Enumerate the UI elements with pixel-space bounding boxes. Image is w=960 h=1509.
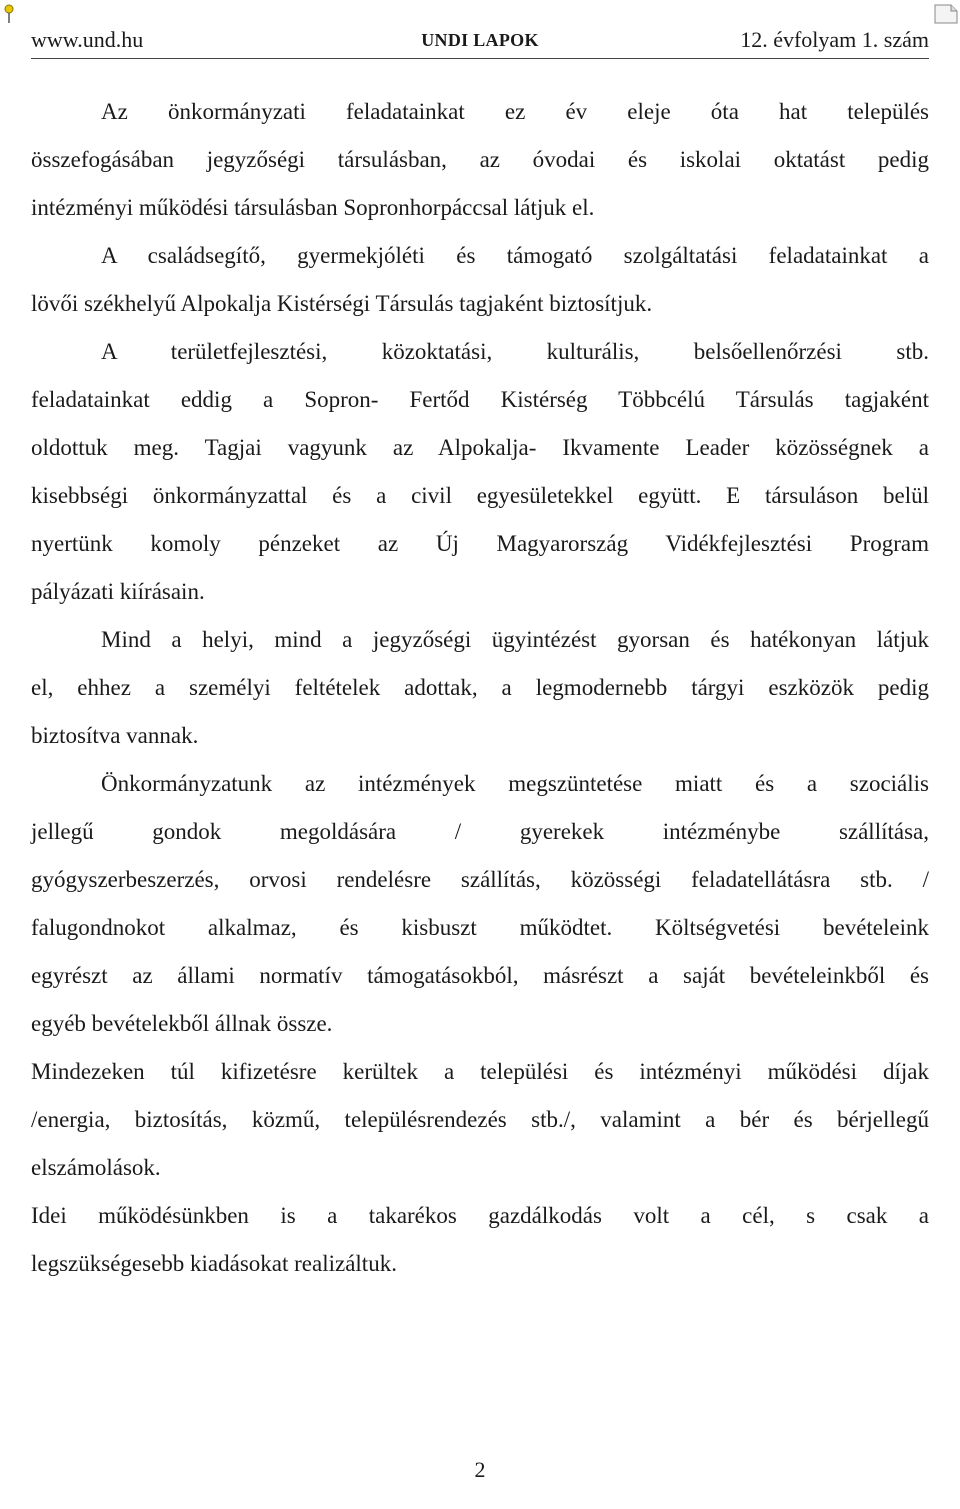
- text-line: lövői székhelyű Alpokalja Kistérségi Társulás tagjaként biztosítjuk.: [31, 291, 653, 316]
- article-body: [31, 88, 929, 1288]
- text-line: Mind a helyi, mind a jegyzőségi ügyintézést gyorsan és hatékonyan látjuk: [101, 627, 929, 652]
- pin-icon: [2, 4, 16, 24]
- text-line: egyrészt az állami normatív támogatásokból, másrészt a saját bevételeinkből és: [31, 963, 929, 988]
- text-line: /energia, biztosítás, közmű, településrendezés stb./, valamint a bér és bérjellegű: [31, 1107, 929, 1132]
- text-line: összefogásában jegyzőségi társulásban, az óvodai és iskolai oktatást pedig: [31, 147, 929, 172]
- text-line: nyertünk komoly pénzeket az Új Magyarország Vidékfejlesztési Program: [31, 531, 929, 556]
- text-line: Önkormányzatunk az intézmények megszüntetése miatt és a szociális: [101, 771, 929, 796]
- text-line: intézményi működési társulásban Sopronhorpáccsal látjuk el.: [31, 195, 595, 220]
- page-header: [31, 22, 929, 59]
- header-site: www.und.hu: [31, 27, 144, 52]
- text-line: jellegű gondok megoldására / gyerekek intézménybe szállítása,: [31, 819, 929, 844]
- text-line: Az önkormányzati feladatainkat ez év eleje óta hat település: [101, 99, 929, 124]
- text-line: oldottuk meg. Tagjai vagyunk az Alpokalja- Ikvamente Leader közösségnek a: [31, 435, 929, 460]
- text-line: falugondnokot alkalmaz, és kisbuszt működtet. Költségvetési bevételeink: [31, 915, 929, 940]
- text-line: gyógyszerbeszerzés, orvosi rendelésre szállítás, közösségi feladatellátásra stb. /: [31, 867, 929, 892]
- text-line: elszámolások.: [31, 1155, 161, 1180]
- page-fold-icon: [934, 4, 958, 24]
- page-number: 2: [474, 1457, 486, 1482]
- text-line: A családsegítő, gyermekjóléti és támogató szolgáltatási feladatainkat a: [101, 243, 929, 268]
- text-line: kisebbségi önkormányzattal és a civil egyesületekkel együtt. E társuláson belül: [31, 483, 929, 508]
- text-line: biztosítva vannak.: [31, 723, 199, 748]
- header-issue: 12. évfolyam 1. szám: [740, 27, 929, 52]
- text-line: el, ehhez a személyi feltételek adottak, a legmodernebb tárgyi eszközök pedig: [31, 675, 929, 700]
- text-line: A területfejlesztési, közoktatási, kulturális, belsőellenőrzési stb.: [101, 339, 929, 364]
- text-line: feladatainkat eddig a Sopron- Fertőd Kistérség Többcélú Társulás tagjaként: [31, 387, 929, 412]
- text-line: pályázati kiírásain.: [31, 579, 205, 604]
- text-line: Mindezeken túl kifizetésre kerültek a települési és intézményi működési díjak: [31, 1059, 929, 1084]
- header-title: UNDI LAPOK: [421, 30, 539, 50]
- text-line: egyéb bevételekből állnak össze.: [31, 1011, 333, 1036]
- text-line: Idei működésünkben is a takarékos gazdálkodás volt a cél, s csak a: [31, 1203, 929, 1228]
- text-line: legszükségesebb kiadásokat realizáltuk.: [31, 1251, 397, 1276]
